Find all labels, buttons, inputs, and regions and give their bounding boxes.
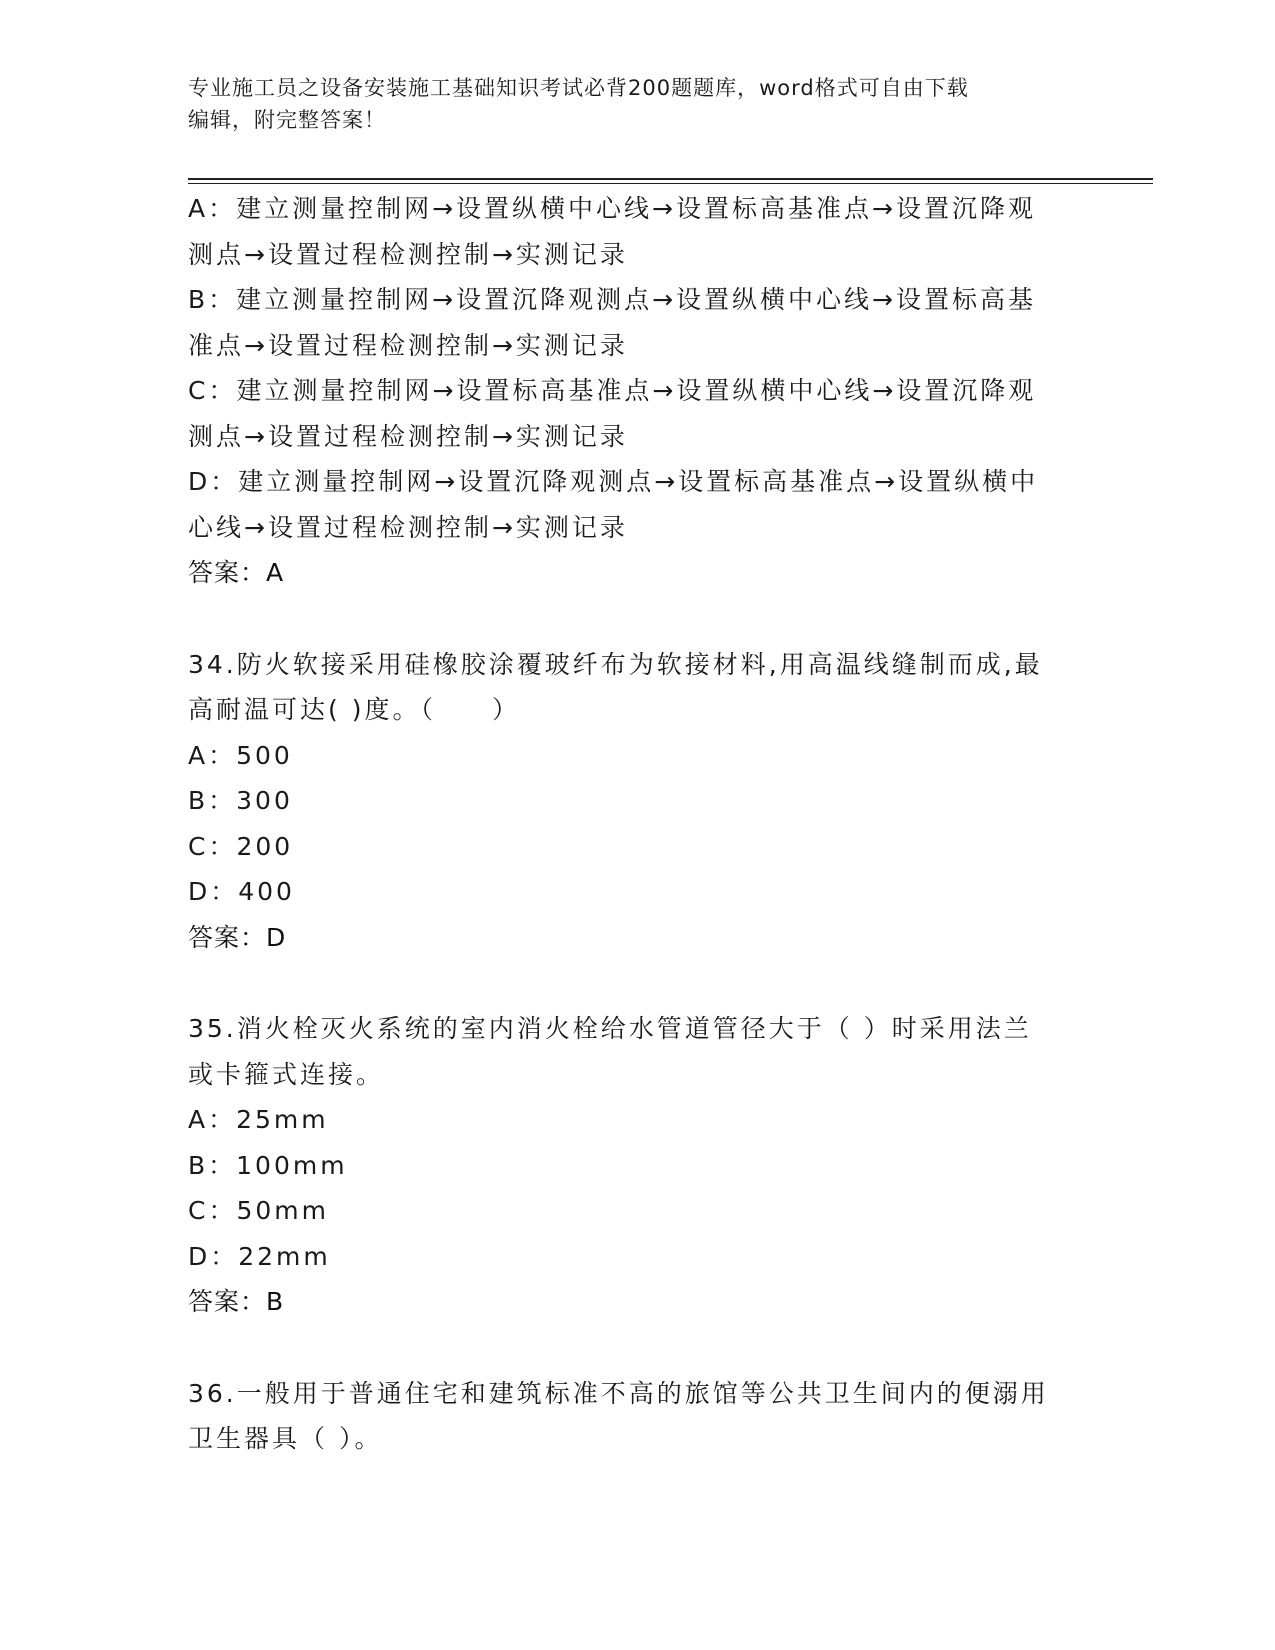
answer-34: 答案：D — [188, 922, 287, 952]
spacer — [188, 1325, 1088, 1371]
option-d: D：400 — [188, 877, 295, 906]
option-line: 测点→设置过程检测控制→实测记录 — [188, 239, 628, 269]
option-d: D：22mm — [188, 1241, 331, 1271]
header-line-1: 专业施工员之设备安装施工基础知识考试必背200题题库，word格式可自由下载 — [188, 76, 969, 100]
question-line: 高耐温可达( )度。（ ） — [188, 695, 520, 724]
spacer — [188, 596, 1088, 642]
header-divider-thin — [188, 183, 1153, 184]
document-body — [188, 186, 1088, 1462]
header-divider-thick — [188, 178, 1153, 180]
question-line: 36.一般用于普通住宅和建筑标准不高的旅馆等公共卫生间内的便溺用 — [188, 1378, 1049, 1408]
question-line: 34.防火软接采用硅橡胶涂覆玻纤布为软接材料,用高温线缝制而成,最 — [188, 649, 1043, 679]
option-line: 准点→设置过程检测控制→实测记录 — [188, 330, 628, 360]
option-line: B：建立测量控制网→设置沉降观测点→设置纵横中心线→设置标高基 — [188, 285, 1036, 314]
question-line: 卫生器具（ ）。 — [188, 1424, 383, 1453]
question-36 — [188, 1371, 1088, 1462]
question-line: 35.消火栓灭火系统的室内消火栓给水管道管径大于（ ）时采用法兰 — [188, 1014, 1032, 1043]
option-b: B：100mm — [188, 1150, 348, 1180]
option-line: A：建立测量控制网→设置纵横中心线→设置标高基准点→设置沉降观 — [188, 194, 1036, 223]
document-header — [188, 72, 1068, 136]
option-b: B：300 — [188, 786, 293, 815]
option-a: A：25mm — [188, 1105, 329, 1134]
option-line: 测点→设置过程检测控制→实测记录 — [188, 421, 628, 451]
option-c: C：200 — [188, 831, 294, 861]
question-33-options — [188, 186, 1088, 550]
question-line: 或卡箍式连接。 — [188, 1059, 385, 1089]
header-line-2: 编辑，附完整答案！ — [188, 108, 386, 132]
option-line: D：建立测量控制网→设置沉降观测点→设置标高基准点→设置纵横中 — [188, 467, 1039, 496]
answer-33: 答案：A — [188, 558, 285, 587]
question-34 — [188, 642, 1088, 915]
option-line: 心线→设置过程检测控制→实测记录 — [188, 512, 628, 542]
answer-35: 答案：B — [188, 1287, 285, 1316]
option-c: C：50mm — [188, 1196, 329, 1225]
question-35 — [188, 1006, 1088, 1279]
spacer — [188, 960, 1088, 1006]
option-a: A：500 — [188, 740, 293, 770]
option-line: C：建立测量控制网→设置标高基准点→设置纵横中心线→设置沉降观 — [188, 376, 1037, 405]
